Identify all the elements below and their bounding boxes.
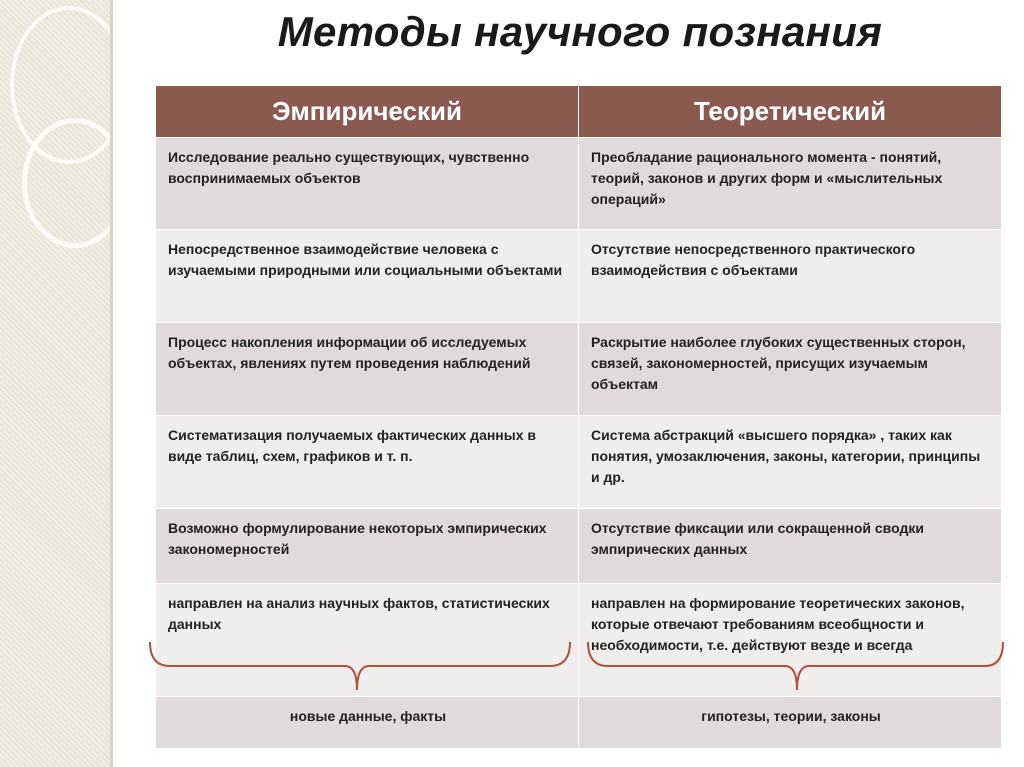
page-title: Методы научного познания (277, 8, 883, 55)
cell-empirical: Непосредственное взаимодействие человека с изучаемыми природными или социальными объектами (156, 230, 579, 323)
header-theoretical: Теоретический (579, 86, 1002, 138)
right-brace (588, 642, 1003, 690)
header-empirical: Эмпирический (156, 86, 579, 138)
cell-theoretical: Отсутствие непосредственного практического взаимодействия с объектами (579, 230, 1002, 323)
cell-empirical: Систематизация получаемых фактических данных в виде таблиц, схем, графиков и т. п. (156, 416, 579, 509)
cell-theoretical: Отсутствие фиксации или сокращенной сводки эмпирических данных (579, 509, 1002, 584)
cell-theoretical: Раскрытие наиболее глубоких существенных сторон, связей, закономерностей, присущих изучаемым объектам (579, 323, 1002, 416)
cell-empirical: направлен на анализ научных фактов, статистических данных (156, 584, 579, 697)
cell-empirical: Процесс накопления информации об исследуемых объектах, явлениях путем проведения наблюдений (156, 323, 579, 416)
cell-empirical: Возможно формулирование некоторых эмпирических закономерностей (156, 509, 579, 584)
cell-empirical: Исследование реально существующих, чувственно воспринимаемых объектов (156, 138, 579, 230)
cell-theoretical: Преобладание рационального момента - понятий, теорий, законов и других форм и «мыслительных операций» (579, 138, 1002, 230)
summary-empirical: новые данные, факты (156, 697, 579, 749)
cell-theoretical: Система абстракций «высшего порядка» , таких как понятия, умозаключения, законы, категории, принципы и др. (579, 416, 1002, 509)
left-brace (150, 642, 570, 690)
cell-theoretical: направлен на формирование теоретических законов, которые отвечают требованиям всеобщности и необходимости, т.е. действуют везде и всегда (579, 584, 1002, 697)
summary-theoretical: гипотезы, теории, законы (579, 697, 1002, 749)
